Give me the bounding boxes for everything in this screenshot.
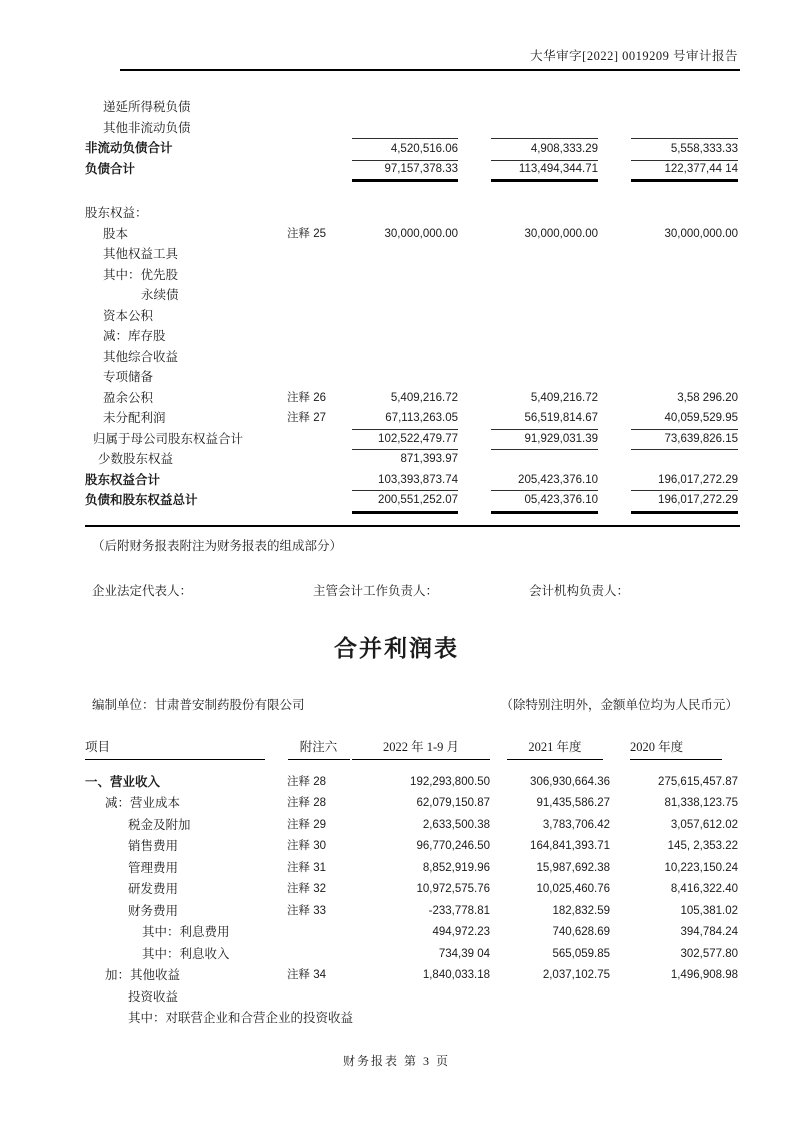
row-value (352, 285, 458, 306)
row-label: 未分配利润 (103, 411, 166, 425)
row-value: 67,113,263.05 (352, 408, 458, 430)
row-note: 注释 25 (287, 227, 326, 240)
row-value (352, 306, 458, 327)
column-gap (458, 203, 491, 224)
row-value: 494,972.23 (432, 926, 490, 938)
column-gap (458, 449, 491, 470)
prepared-by: 编制单位：甘肃普安制药股份有限公司 (92, 697, 305, 712)
row-value (352, 347, 458, 368)
column-gap (490, 772, 500, 794)
income-table-header (85, 737, 738, 760)
row-value (631, 367, 738, 388)
row-value (631, 97, 738, 118)
column-gap (458, 265, 491, 286)
table-row (85, 449, 738, 470)
column-gap (458, 470, 491, 492)
row-note (285, 922, 352, 944)
table-row (85, 901, 738, 923)
row-note: 注释 28 (287, 775, 326, 788)
row-value (631, 326, 738, 347)
row-value (491, 118, 598, 139)
row-note (285, 987, 352, 1009)
column-gap (598, 224, 631, 245)
row-label: 其他权益工具 (103, 247, 179, 261)
row-note (285, 449, 352, 470)
column-gap (490, 944, 500, 966)
row-label: 其他非流动负债 (103, 120, 191, 135)
row-note (285, 244, 352, 265)
row-value: 05,423,376.10 (491, 490, 598, 514)
table-row (85, 285, 738, 306)
column-gap (610, 987, 630, 1009)
row-value (352, 1008, 490, 1030)
column-gap (490, 858, 500, 880)
table-row (85, 159, 738, 180)
column-gap (598, 470, 631, 492)
balance-sheet-table (85, 97, 738, 511)
row-note: 注释 34 (287, 969, 326, 981)
column-gap (490, 901, 500, 923)
row-label: 递延所得税负债 (103, 100, 191, 114)
row-value: 30,000,000.00 (664, 227, 738, 240)
row-note (285, 203, 352, 224)
accounting-head-label: 会计机构负责人： (529, 583, 630, 598)
column-gap (610, 901, 630, 923)
row-note: 注释 27 (287, 412, 326, 424)
page-footer: 财务报表 第 3 页 (342, 1053, 450, 1068)
table-row (85, 138, 738, 159)
row-label: 研发费用 (128, 882, 179, 896)
table-row (85, 490, 738, 511)
row-note (285, 138, 352, 161)
row-value: 96,770,246.50 (416, 840, 490, 852)
column-gap (598, 159, 631, 183)
row-value: 394,784.24 (680, 926, 738, 938)
row-value: 164,841,393.71 (530, 840, 610, 852)
row-value (352, 97, 458, 118)
row-value (631, 265, 738, 286)
column-gap (598, 244, 631, 265)
header-divider (120, 69, 740, 71)
row-value (491, 244, 598, 265)
row-note: 注释 26 (287, 391, 326, 404)
table-row (85, 118, 738, 139)
column-gap (598, 306, 631, 327)
column-gap (458, 285, 491, 306)
column-gap (490, 793, 500, 815)
row-value: 192,293,800.50 (410, 775, 490, 788)
column-gap (610, 944, 630, 966)
row-note (285, 1008, 352, 1030)
row-value: 205,423,376.10 (491, 470, 598, 492)
table-row (85, 772, 738, 794)
report-header: 大华审字[2022] 0019209 号审计报告 (530, 49, 738, 63)
row-label: 股东权益： (85, 206, 148, 220)
column-gap (458, 388, 491, 409)
row-value: 5,409,216.72 (390, 391, 458, 404)
legal-representative-label: 企业法定代表人： (92, 583, 193, 598)
column-gap (458, 224, 491, 245)
column-gap (458, 347, 491, 368)
row-value: 275,615,457.87 (658, 775, 738, 788)
row-note (285, 490, 352, 514)
column-gap (598, 429, 631, 451)
column-gap (490, 965, 500, 987)
row-note (285, 326, 352, 347)
table-row (85, 244, 738, 265)
chief-accountant-label: 主管会计工作负责人： (313, 583, 439, 598)
row-value: 2,633,500.38 (422, 818, 490, 831)
table-row (85, 836, 738, 858)
row-value: 73,639,826.15 (631, 429, 738, 451)
row-value: 740,628.69 (552, 926, 610, 938)
row-value: 1,840,033.18 (422, 969, 490, 981)
row-value (630, 1008, 738, 1030)
row-value: 91,435,586.27 (536, 797, 610, 809)
row-value (491, 306, 598, 327)
table-row (85, 429, 738, 450)
row-note (285, 429, 352, 451)
row-value (491, 449, 598, 470)
row-label: 股东权益合计 (85, 472, 161, 487)
column-gap (458, 97, 491, 118)
table-row (85, 815, 738, 837)
column-gap (458, 306, 491, 327)
row-value (631, 285, 738, 306)
row-label: 永续债 (141, 288, 179, 302)
table-row (85, 367, 738, 388)
column-gap (458, 138, 491, 161)
row-value (491, 285, 598, 306)
row-value (491, 265, 598, 286)
table-row (85, 203, 738, 224)
row-value (630, 987, 738, 1009)
column-header-note: 附注六 (285, 737, 352, 760)
table-row (85, 326, 738, 347)
column-header-2021: 2021 年度 (500, 737, 610, 760)
row-value: 81,338,123.75 (664, 797, 738, 809)
column-gap (598, 326, 631, 347)
row-label: 管理费用 (128, 860, 179, 875)
row-value (352, 118, 458, 139)
row-label: 其中：利息收入 (142, 946, 230, 961)
row-value: 734,39 04 (438, 947, 490, 960)
row-value (491, 367, 598, 388)
column-gap (598, 285, 631, 306)
table-row (85, 793, 738, 815)
row-value (491, 97, 598, 118)
row-label: 税金及附加 (128, 817, 191, 832)
table-row (85, 879, 738, 901)
table-row (85, 1008, 738, 1030)
row-label: 盈余公积 (103, 390, 154, 405)
row-note: 注释 28 (287, 797, 326, 809)
row-value: 4,520,516.06 (352, 138, 458, 161)
row-note: 注释 31 (287, 861, 326, 874)
row-value: 10,972,575.76 (416, 883, 490, 895)
column-gap (490, 1008, 500, 1030)
table-row (85, 922, 738, 944)
column-gap (598, 118, 631, 139)
row-label: 其中：利息费用 (142, 925, 230, 939)
row-value (352, 367, 458, 388)
row-value: 113,494,344.71 (491, 159, 598, 183)
column-gap (490, 922, 500, 944)
signature-row (85, 581, 793, 598)
row-value: 871,393.97 (400, 453, 458, 465)
table-row (85, 306, 738, 327)
column-gap (598, 347, 631, 368)
row-value (500, 1008, 610, 1030)
row-note (285, 159, 352, 183)
row-value (352, 326, 458, 347)
row-value: 306,930,664.36 (530, 775, 610, 788)
row-label: 其中：对联营企业和合营企业的投资收益 (128, 1011, 354, 1025)
table-row (85, 944, 738, 966)
row-value (352, 203, 458, 224)
table-row (85, 987, 738, 1009)
row-value: 4,908,333.29 (491, 138, 598, 161)
column-gap (458, 367, 491, 388)
row-value: 145, 2,353.22 (667, 840, 738, 852)
row-value: -233,778.81 (428, 904, 490, 917)
table-row (85, 97, 738, 118)
column-gap (490, 879, 500, 901)
row-note (285, 285, 352, 306)
row-value (631, 449, 738, 470)
row-value: 91,929,031.39 (491, 429, 598, 451)
row-value: 8,416,322.40 (670, 883, 738, 895)
row-value: 565,059.85 (552, 947, 610, 960)
column-gap (598, 408, 631, 430)
table-row (85, 347, 738, 368)
column-gap (598, 138, 631, 161)
table-row (85, 265, 738, 286)
column-gap (610, 815, 630, 837)
row-value: 56,519,814.67 (491, 408, 598, 430)
row-value: 15,987,692.38 (536, 861, 610, 874)
row-value: 40,059,529.95 (631, 408, 738, 430)
column-gap (458, 490, 491, 514)
column-gap (610, 922, 630, 944)
section-divider (85, 525, 740, 527)
column-gap (610, 879, 630, 901)
row-value: 1,496,908.98 (670, 969, 738, 981)
row-value: 62,079,150.87 (416, 797, 490, 809)
row-label: 少数股东权益 (98, 452, 174, 466)
row-label: 销售费用 (128, 839, 179, 853)
column-gap (598, 367, 631, 388)
column-gap (610, 1008, 630, 1030)
column-gap (458, 159, 491, 183)
row-value (352, 987, 490, 1009)
column-gap (610, 965, 630, 987)
row-value: 3,58 296.20 (677, 391, 738, 404)
row-value (352, 244, 458, 265)
row-value: 10,223,150.24 (664, 861, 738, 874)
row-label: 一、营业收入 (85, 774, 161, 789)
row-label: 负债合计 (85, 161, 136, 176)
row-value: 97,157,378.33 (352, 159, 458, 183)
row-value (631, 203, 738, 224)
row-value: 30,000,000.00 (384, 227, 458, 240)
row-value: 30,000,000.00 (524, 227, 598, 240)
row-value: 122,377,44 14 (631, 159, 738, 183)
table-row (85, 408, 738, 429)
row-value (491, 347, 598, 368)
column-header-2020: 2020 年度 (630, 737, 738, 760)
row-label: 减：营业成本 (105, 796, 181, 810)
column-header-item: 项目 (85, 737, 285, 760)
row-label: 专项储备 (103, 370, 154, 384)
column-gap (598, 449, 631, 470)
row-label: 归属于母公司股东权益合计 (93, 431, 244, 446)
row-label: 股本 (103, 226, 129, 241)
row-value: 103,393,873.74 (352, 470, 458, 492)
row-value (631, 244, 738, 265)
row-label: 投资收益 (128, 989, 179, 1004)
row-value (631, 347, 738, 368)
table-row (85, 224, 738, 245)
row-label: 其中：优先股 (103, 267, 179, 282)
row-value (500, 987, 610, 1009)
column-gap (610, 836, 630, 858)
row-value: 200,551,252.07 (352, 490, 458, 514)
row-label: 加：其他收益 (105, 968, 181, 982)
column-gap (598, 388, 631, 409)
column-gap (610, 858, 630, 880)
row-value: 196,017,272.29 (631, 490, 738, 514)
column-gap (610, 793, 630, 815)
row-note (285, 265, 352, 286)
row-note (285, 944, 352, 966)
column-gap (458, 118, 491, 139)
row-label: 负债和股东权益总计 (85, 493, 198, 507)
income-statement-table (85, 772, 738, 1030)
row-value: 3,057,612.02 (670, 818, 738, 831)
column-gap (598, 265, 631, 286)
row-value (352, 265, 458, 286)
row-value (631, 118, 738, 139)
column-gap (458, 244, 491, 265)
row-note: 注释 30 (287, 840, 326, 852)
table-row (85, 388, 738, 409)
column-gap (598, 97, 631, 118)
currency-unit-note: （除特别注明外，金额单位均为人民币元） (500, 697, 738, 712)
row-label: 其他综合收益 (103, 349, 179, 364)
column-gap (490, 987, 500, 1009)
row-label: 非流动负债合计 (85, 141, 173, 155)
notes-attachment-line: （后附财务报表附注为财务报表的组成部分） (92, 538, 343, 553)
row-value (491, 326, 598, 347)
row-value: 5,558,333.33 (631, 138, 738, 161)
statement-title: 合并利润表 (334, 634, 459, 661)
row-note (285, 470, 352, 492)
prepared-by-row (92, 695, 738, 713)
row-label: 减：库存股 (103, 329, 166, 343)
column-gap (598, 203, 631, 224)
row-label: 财务费用 (128, 903, 179, 918)
row-value: 10,025,460.76 (536, 883, 610, 895)
row-note (285, 97, 352, 118)
row-value: 102,522,479.77 (352, 429, 458, 451)
row-note (285, 347, 352, 368)
row-value (631, 306, 738, 327)
row-value: 105,381.02 (680, 904, 738, 917)
table-row (85, 965, 738, 987)
row-note (285, 118, 352, 139)
row-note (285, 306, 352, 327)
row-value: 302,577.80 (680, 947, 738, 960)
row-note (285, 367, 352, 388)
column-gap (458, 326, 491, 347)
row-note: 注释 32 (287, 883, 326, 895)
column-gap (610, 772, 630, 794)
row-label: 资本公积 (103, 308, 154, 323)
column-header-2022: 2022 年 1-9 月 (352, 737, 490, 760)
table-row (85, 470, 738, 491)
column-gap (490, 815, 500, 837)
table-row (85, 858, 738, 880)
column-gap (598, 490, 631, 514)
column-gap (458, 408, 491, 430)
row-value: 5,409,216.72 (530, 391, 598, 404)
row-value: 3,783,706.42 (542, 818, 610, 831)
row-note: 注释 29 (287, 818, 326, 831)
row-value (491, 203, 598, 224)
column-gap (490, 836, 500, 858)
row-value: 8,852,919.96 (422, 861, 490, 874)
row-value: 2,037,102.75 (542, 969, 610, 981)
column-gap (458, 429, 491, 451)
row-value: 196,017,272.29 (631, 470, 738, 492)
table-spacer (85, 179, 738, 203)
row-note: 注释 33 (287, 904, 326, 917)
row-value: 182,832.59 (552, 904, 610, 917)
